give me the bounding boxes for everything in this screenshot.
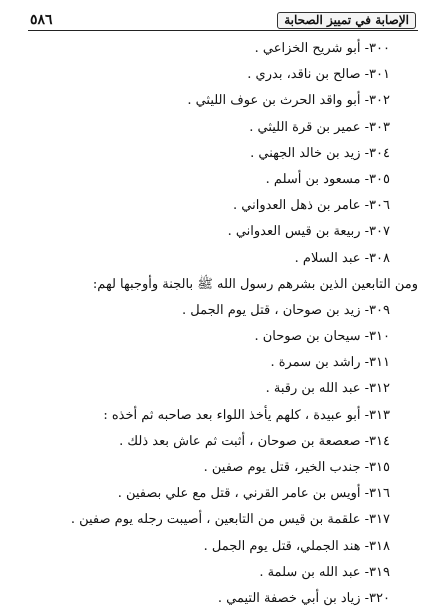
text-line: ٣١٥- جندب الخير، قتل يوم صفين . [203, 460, 390, 475]
text-line: ٣١٣- أبو عبيدة ، كلهم يأخذ اللواء بعد صاحبه ثم أخذه : [103, 407, 390, 423]
text-line: ٣٠٠- أبو شريح الخزاعي . [254, 41, 390, 56]
page-header [28, 12, 418, 31]
text-line: ٣٠٦- عامر بن ذهل العدواني . [232, 198, 390, 214]
text-body [28, 36, 418, 612]
text-line: ٣١٦- أويس بن عامر القرني ، قتل مع علي بصفين . [117, 486, 390, 502]
text-line: ٣٠١- صالح بن ناقد، بدري . [247, 67, 390, 83]
text-line: ٣١٨- هند الجملي، قتل يوم الجمل . [203, 538, 390, 554]
text-line: ٣٠٧- ربيعة بن قيس العدواني . [227, 224, 390, 240]
text-line: ٣١١- راشد بن سمرة . [270, 355, 390, 371]
text-line: ٣١٩- عبد الله بن سلمة . [259, 564, 390, 580]
text-line: ٣٠٥- مسعود بن أسلم . [265, 171, 390, 187]
text-line: ٣١٢- عبد الله بن رقبة . [265, 381, 390, 397]
text-line: ومن التابعين الذين بشرهم رسول الله ﷺ بالجنة وأوجبها لهم: [92, 276, 418, 292]
text-line: ٣٠٢- أبو واقد الحرث بن عوف الليثي . [187, 93, 390, 109]
text-line: ٣٠٣- عمير بن قرة الليثي . [249, 119, 390, 135]
text-line: ٣١٧- علقمة بن قيس من التابعين ، أصيبت رجله يوم صفين . [70, 512, 390, 528]
text-line: ٣٠٨- عبد السلام . [294, 250, 390, 266]
running-title: الإصابة في تمييز الصحابة [277, 12, 416, 29]
text-line: ٣٢٠- زياد بن أبي خصفة التيمي . [217, 590, 390, 606]
text-line: ٣١٤- صعصعة بن صوحان ، أثبت ثم عاش بعد ذلك . [119, 433, 390, 449]
text-line: ٣٠٩- زيد بن صوحان ، قتل يوم الجمل . [182, 302, 390, 318]
text-line: ٣٠٤- زيد بن خالد الجهني . [250, 145, 390, 161]
page-number: ٥٨٦ [30, 12, 53, 28]
text-line: ٣١٠- سيحان بن صوحان . [254, 329, 390, 345]
